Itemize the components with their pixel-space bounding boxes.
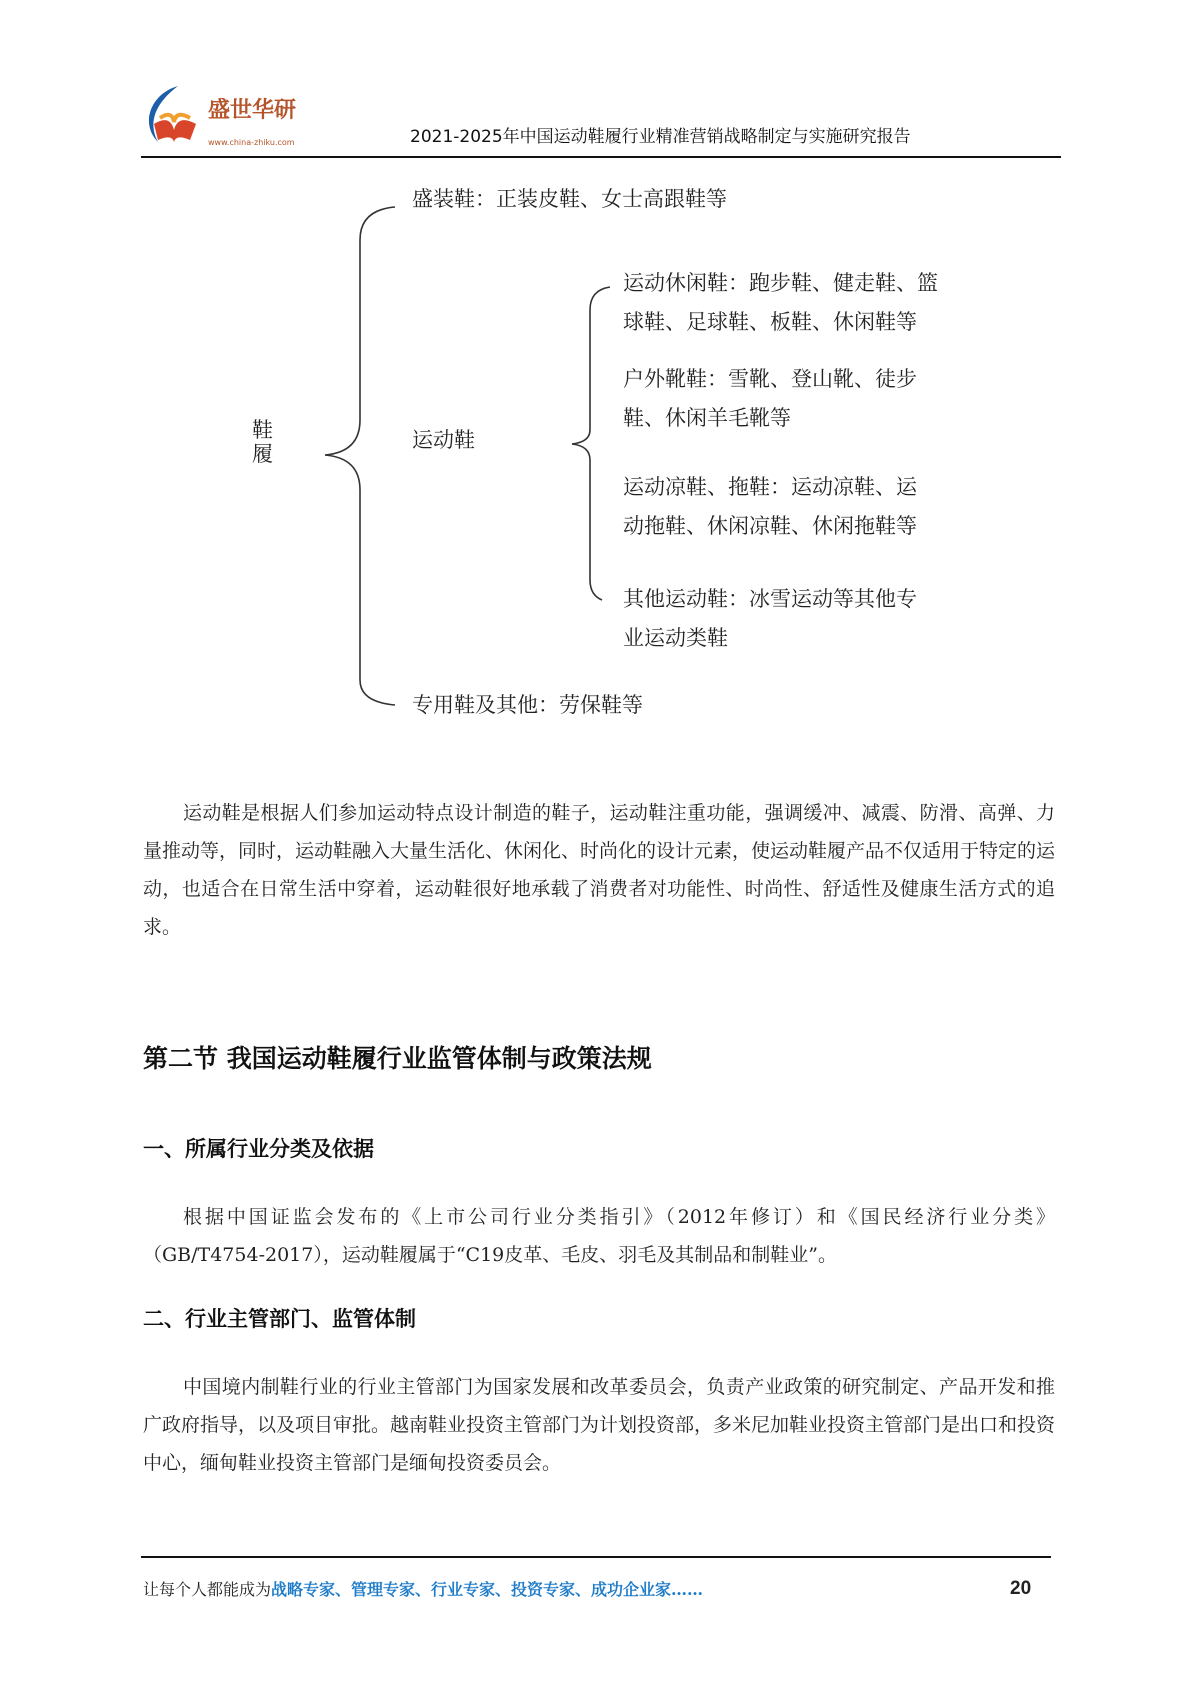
sports-shoes: 运动鞋 — [412, 428, 475, 452]
body-text — [143, 794, 1055, 1482]
sports-category: 运动休闲鞋：跑步鞋、健走鞋、篮 球鞋、足球鞋、板鞋、休闲鞋等 — [623, 271, 938, 334]
sports-category: 运动凉鞋、拖鞋：运动凉鞋、运 动拖鞋、休闲凉鞋、休闲拖鞋等 — [623, 475, 917, 538]
subsection-title: 一、所属行业分类及依据 — [143, 1137, 374, 1161]
footer-slogan: 让每个人都能成为战略专家、管理专家、行业专家、投资专家、成功企业家…… — [143, 1580, 704, 1599]
page-number: 20 — [1010, 1578, 1032, 1599]
subsection-title: 二、行业主管部门、监管体制 — [143, 1307, 416, 1331]
special-shoes: 专用鞋及其他：劳保鞋等 — [412, 693, 643, 717]
formal-shoes: 盛装鞋：正装皮鞋、女士高跟鞋等 — [412, 187, 727, 211]
logo-url: www.china-zhiku.com — [208, 138, 295, 147]
root-label: 鞋 履 — [252, 418, 273, 466]
paragraph: 中国境内制鞋行业的行业主管部门为国家发展和改革委员会，负责产业政策的研究制定、产品开发和推广政府指导，以及项目审批。越南鞋业投资主管部门为计划投资部，多米尼加鞋业投资主管部门是出口和投资中心，缅甸鞋业投资主管部门是缅甸投资委员会。 — [143, 1376, 1056, 1474]
classification-braces — [0, 0, 1191, 760]
paragraph: 运动鞋是根据人们参加运动特点设计制造的鞋子，运动鞋注重功能，强调缓冲、减震、防滑、高弹、力量推动等，同时，运动鞋融入大量生活化、休闲化、时尚化的设计元素，使运动鞋履产品不仅适用于特定的运动，也适合在日常生活中穿着，运动鞋很好地承载了消费者对功能性、时尚性、舒适性及健康生活方式的追求。 — [143, 802, 1056, 938]
footer-divider — [141, 1556, 1051, 1558]
sports-category: 其他运动鞋：冰雪运动等其他专 业运动类鞋 — [623, 587, 917, 650]
report-title: 2021-2025年中国运动鞋履行业精准营销战略制定与实施研究报告 — [410, 127, 911, 147]
paragraph: 根据中国证监会发布的《上市公司行业分类指引》（2012年修订）和《国民经济行业分类》（GB/T4754-2017），运动鞋履属于“C19皮革、毛皮、羽毛及其制品和制鞋业”。 — [143, 1206, 1055, 1266]
sports-category: 户外靴鞋：雪靴、登山靴、徒步 鞋、休闲羊毛靴等 — [623, 367, 917, 430]
section-title: 第二节 我国运动鞋履行业监管体制与政策法规 — [143, 1044, 652, 1073]
logo-name: 盛世华研 — [208, 98, 297, 123]
